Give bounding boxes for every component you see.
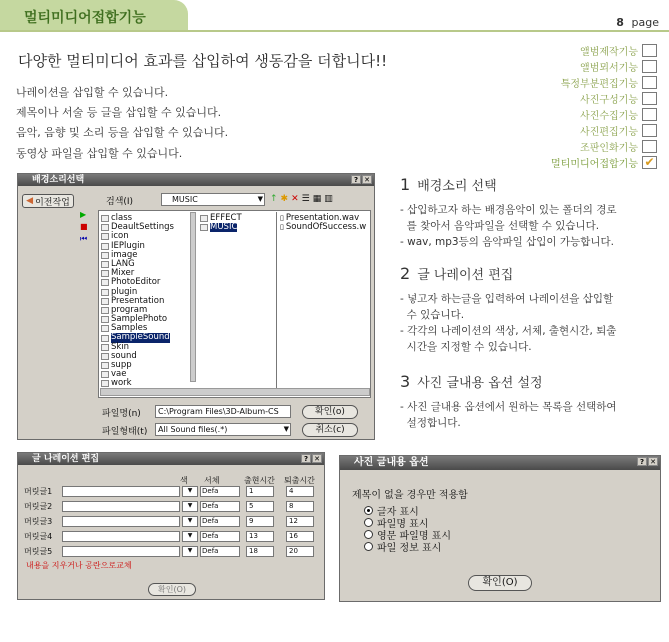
row-label: 머릿글4 <box>24 532 53 541</box>
ok-button[interactable]: 확인(O) <box>468 575 532 591</box>
horizontal-scrollbar[interactable] <box>100 388 370 396</box>
out-time-input[interactable]: 20 <box>286 546 314 557</box>
row-label: 머릿글3 <box>24 517 53 526</box>
feature-list <box>527 42 657 170</box>
feature-item[interactable]: 사진수집기능 <box>527 106 657 122</box>
play-icon[interactable]: ▶ <box>80 210 87 219</box>
file-icon: ▯ <box>280 223 284 232</box>
prev-button[interactable]: ◀ 이전작업 <box>22 194 74 208</box>
intro-line: 나레이션을 삽입할 수 있습니다. <box>16 86 169 99</box>
folder-item[interactable]: plugin <box>101 288 189 297</box>
help-icon[interactable]: ? <box>637 457 647 466</box>
narration-rows <box>24 484 322 559</box>
in-time-input[interactable]: 1 <box>246 486 274 497</box>
folder-icon <box>200 224 208 231</box>
help-icon[interactable]: ? <box>301 454 311 463</box>
font-select[interactable]: Defa <box>200 486 240 497</box>
step-text: 설정합니다. <box>400 417 461 429</box>
ok-button[interactable]: 확인(O) <box>148 583 196 596</box>
narration-text-input[interactable] <box>62 546 180 557</box>
up-folder-icon[interactable]: ↑ <box>270 194 278 204</box>
scrollbar[interactable] <box>190 212 196 382</box>
page-title: 멀티미디어접합기능 <box>24 10 146 26</box>
step-text: - 각각의 나레이션의 색상, 서체, 출현시간, 퇴출 <box>400 325 617 337</box>
color-select[interactable]: ▼ <box>182 486 198 497</box>
step-text: - 삽입하고자 하는 배경음악이 있는 폴더의 경로 <box>400 204 617 216</box>
rewind-icon[interactable]: ⏮ <box>80 234 88 243</box>
folder-item[interactable]: supp <box>101 361 189 370</box>
intro-line: 음악, 음향 및 소리 등을 삽입할 수 있습니다. <box>16 126 229 139</box>
thumb-view-icon[interactable]: ▥ <box>324 194 333 204</box>
folder-item[interactable]: vae <box>101 370 189 379</box>
folder-icon <box>101 252 109 259</box>
folder-list <box>101 214 189 389</box>
out-time-input[interactable]: 4 <box>286 486 314 497</box>
filetype-label: 파일형태(t) <box>102 427 148 437</box>
folder-item[interactable]: DeaultSettings <box>101 223 189 232</box>
folder-icon <box>101 371 109 378</box>
in-time-input[interactable]: 18 <box>246 546 274 557</box>
delete-icon[interactable]: ✕ <box>291 194 299 204</box>
close-icon[interactable]: ✕ <box>312 454 322 463</box>
narration-row <box>24 544 322 559</box>
color-select[interactable]: ▼ <box>182 501 198 512</box>
option-heading: 제목이 없을 경우만 적용함 <box>352 490 468 501</box>
checkbox-icon <box>642 92 657 105</box>
cancel-button[interactable]: 취소(c) <box>302 423 358 437</box>
subfolder-item[interactable]: MUSIC <box>200 223 270 232</box>
in-time-input[interactable]: 9 <box>246 516 274 527</box>
window-titlebar[interactable]: 사진 글내용 옵션 ? ✕ <box>340 456 660 470</box>
folder-icon <box>101 298 109 305</box>
narration-text-input[interactable] <box>62 486 180 497</box>
folder-icon <box>200 215 208 222</box>
pane-divider <box>276 212 277 388</box>
folder-icon <box>101 233 109 240</box>
checkbox-icon <box>642 140 657 153</box>
folder-icon <box>101 307 109 314</box>
folder-item[interactable]: class <box>101 214 189 223</box>
radio-icon[interactable] <box>364 542 373 551</box>
folder-item[interactable]: PhotoEditor <box>101 278 189 287</box>
step-number: 3 <box>400 372 411 391</box>
audio-file-item[interactable]: ▯ SoundOfSuccess.w <box>280 222 367 233</box>
font-select[interactable]: Defa <box>200 501 240 512</box>
folder-icon <box>101 380 109 387</box>
step-title: 배경소리 선택 <box>417 179 497 194</box>
step-text: 를 찾아서 음악파일을 선택할 수 있습니다. <box>400 220 600 232</box>
step-2 <box>400 264 662 355</box>
folder-item[interactable]: image <box>101 251 189 260</box>
col-font: 서체 <box>204 476 220 485</box>
folder-icon <box>101 224 109 231</box>
narration-row <box>24 529 322 544</box>
feature-item[interactable]: 앨범제작기능 <box>527 42 657 58</box>
new-folder-icon[interactable]: ✱ <box>280 194 289 204</box>
audio-file-list <box>280 214 370 232</box>
narration-text-input[interactable] <box>62 516 180 527</box>
folder-item[interactable]: Samples <box>101 324 189 333</box>
option-radio[interactable]: 영문 파일명 표시 <box>364 528 451 540</box>
out-time-input[interactable]: 12 <box>286 516 314 527</box>
back-icon: ◀ <box>26 196 34 206</box>
subfolder-list <box>200 214 270 232</box>
narration-text-input[interactable] <box>62 531 180 542</box>
window-titlebar[interactable]: 글 나레이션 편집 ? ✕ <box>18 453 324 465</box>
narration-note: 내용을 지우거나 공란으로교체 <box>26 561 132 570</box>
bgsound-window <box>17 173 375 440</box>
folder-item[interactable]: icon <box>101 232 189 241</box>
step-number: 1 <box>400 175 411 194</box>
radio-icon[interactable] <box>364 518 373 527</box>
narration-window <box>17 452 325 600</box>
step-text: 시간을 지정할 수 있습니다. <box>400 341 532 353</box>
checkbox-icon <box>642 60 657 73</box>
folder-icon <box>101 362 109 369</box>
feature-item[interactable]: 특정부분편집기능 <box>527 74 657 90</box>
folder-item[interactable]: Mixer <box>101 269 189 278</box>
out-time-input[interactable]: 16 <box>286 531 314 542</box>
chevron-down-icon: ▼ <box>283 425 289 433</box>
folder-item[interactable]: program <box>101 306 189 315</box>
narration-row <box>24 484 322 499</box>
page-number: 8 page <box>616 16 659 29</box>
checkbox-icon <box>642 108 657 121</box>
step-text: - 사진 글내용 옵션에서 원하는 목록을 선택하여 <box>400 401 617 413</box>
option-radio[interactable]: 파일명 표시 <box>364 516 451 528</box>
folder-item[interactable]: SampleSound <box>101 333 189 342</box>
folder-icon <box>101 215 109 222</box>
row-label: 머릿글2 <box>24 502 53 511</box>
help-icon[interactable]: ? <box>351 175 361 184</box>
narration-row <box>24 499 322 514</box>
color-select[interactable]: ▼ <box>182 531 198 542</box>
folder-icon <box>101 325 109 332</box>
intro-line: 제목이나 서술 등 글을 삽입할 수 있습니다. <box>16 106 222 119</box>
option-radio[interactable]: 글자 표시 <box>364 504 451 516</box>
row-label: 머릿글1 <box>24 487 53 496</box>
intro-line: 동영상 파일을 삽입할 수 있습니다. <box>16 147 183 160</box>
folder-icon <box>101 279 109 286</box>
feature-item[interactable]: 사진구성기능 <box>527 90 657 106</box>
folder-icon <box>101 335 109 342</box>
font-select[interactable]: Defa <box>200 546 240 557</box>
step-number: 2 <box>400 264 411 283</box>
folder-item[interactable]: Presentation <box>101 297 189 306</box>
folder-item[interactable]: LANG <box>101 260 189 269</box>
folder-select[interactable]: MUSIC ▼ <box>161 193 265 206</box>
folder-item[interactable]: work <box>101 379 189 388</box>
step-title: 글 나레이션 편집 <box>417 268 514 283</box>
subfolder-item[interactable]: EFFECT <box>200 214 270 223</box>
in-time-input[interactable]: 13 <box>246 531 274 542</box>
font-select[interactable]: Defa <box>200 516 240 527</box>
in-time-input[interactable]: 5 <box>246 501 274 512</box>
header-divider <box>0 30 669 32</box>
headline: 다양한 멀티미디어 효과를 삽입하여 생동감을 더합니다!! <box>18 52 388 70</box>
folder-icon <box>101 353 109 360</box>
search-label: 검색(I) <box>106 197 134 207</box>
chevron-down-icon: ▼ <box>257 195 263 203</box>
feature-item-active[interactable]: 멀티미디어접합기능 ✔ <box>527 154 657 170</box>
folder-icon <box>101 344 109 351</box>
filename-label: 파일명(n) <box>102 409 141 419</box>
step-text: - 넣고자 하는글을 입력하여 나레이션을 삽입할 <box>400 293 614 305</box>
window-titlebar[interactable]: 배경소리선택 ? ✕ <box>18 174 374 186</box>
player-controls <box>80 210 94 270</box>
folder-icon <box>101 261 109 268</box>
list-view-icon[interactable]: ☰ <box>301 194 310 204</box>
narration-row <box>24 514 322 529</box>
col-color: 색 <box>180 476 188 485</box>
toolbar-icons <box>270 194 333 204</box>
col-in: 출현시간 <box>244 476 275 485</box>
option-radio[interactable]: 파일 정보 표시 <box>364 540 451 552</box>
radio-icon[interactable] <box>364 506 373 515</box>
checkbox-icon <box>642 76 657 89</box>
step-1 <box>400 175 662 250</box>
step-text: 수 있습니다. <box>400 309 465 321</box>
color-select[interactable]: ▼ <box>182 546 198 557</box>
narration-text-input[interactable] <box>62 501 180 512</box>
folder-item[interactable]: sound <box>101 352 189 361</box>
checkmark-icon: ✔ <box>642 156 657 169</box>
folder-icon <box>101 270 109 277</box>
folder-icon <box>101 289 109 296</box>
close-icon[interactable]: ✕ <box>362 175 372 184</box>
row-label: 머릿글5 <box>24 547 53 556</box>
filetype-select[interactable]: All Sound files(.*) ▼ <box>155 423 291 436</box>
color-select[interactable]: ▼ <box>182 516 198 527</box>
file-icon: ▯ <box>280 214 284 222</box>
folder-item[interactable]: SamplePhoto <box>101 315 189 324</box>
photo-option-window <box>339 455 661 602</box>
folder-icon <box>101 243 109 250</box>
step-text: - wav, mp3등의 음악파일 삽입이 가능합니다. <box>400 236 614 248</box>
close-icon[interactable]: ✕ <box>648 457 658 466</box>
radio-icon[interactable] <box>364 530 373 539</box>
font-select[interactable]: Defa <box>200 531 240 542</box>
feature-item[interactable]: 앨범뫼서기능 <box>527 58 657 74</box>
audio-file-item[interactable]: ▯ Presentation.wav <box>280 213 360 223</box>
checkbox-icon <box>642 44 657 57</box>
step-3 <box>400 372 662 431</box>
feature-item[interactable]: 사진편집기능 <box>527 122 657 138</box>
folder-item[interactable]: Skin <box>101 343 189 352</box>
col-out: 퇴출시간 <box>284 476 315 485</box>
filename-input[interactable]: C:\Program Files\3D-Album-CS <box>155 405 291 418</box>
folder-item[interactable]: IEPlugin <box>101 242 189 251</box>
ok-button[interactable]: 확인(o) <box>302 405 358 419</box>
step-title: 사진 글내용 옵션 설정 <box>417 376 543 391</box>
detail-view-icon[interactable]: ▦ <box>312 194 322 204</box>
checkbox-icon <box>642 124 657 137</box>
option-list <box>364 504 451 552</box>
feature-item[interactable]: 조판인화기능 <box>527 138 657 154</box>
out-time-input[interactable]: 8 <box>286 501 314 512</box>
folder-icon <box>101 316 109 323</box>
stop-icon[interactable]: ■ <box>80 222 88 231</box>
